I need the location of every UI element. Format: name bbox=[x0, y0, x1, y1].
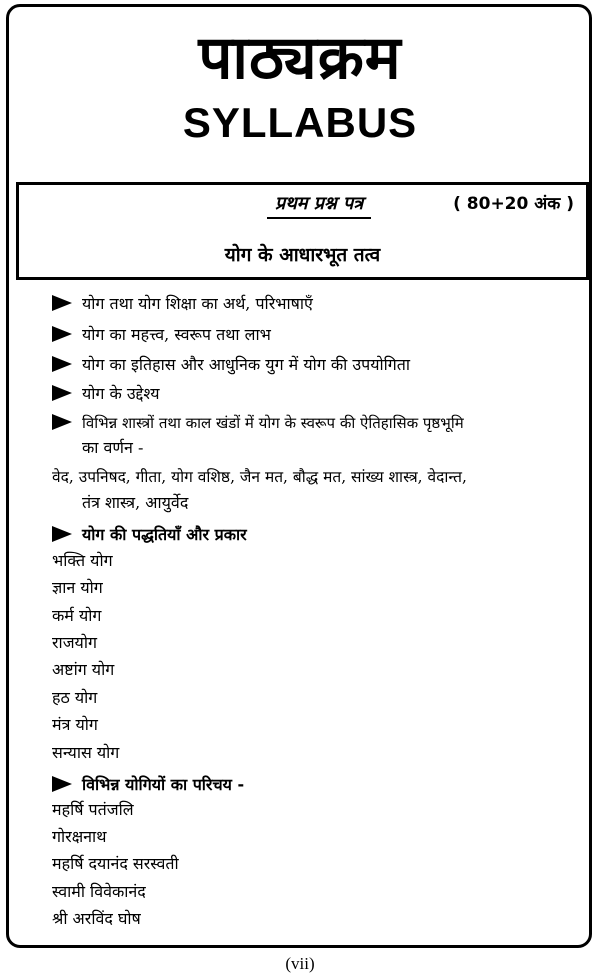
page-number: (vii) bbox=[285, 954, 315, 973]
paper-marks: ( 80+20 अंक ) bbox=[453, 194, 574, 214]
arrow-bullet-icon bbox=[52, 414, 72, 430]
yogis-heading-text: विभिन्न योगियों का परिचय - bbox=[82, 775, 245, 794]
paper-subject: योग के आधारभूत तत्व bbox=[224, 244, 381, 266]
yogis-heading bbox=[52, 774, 244, 796]
list-item: राजयोग bbox=[52, 633, 97, 652]
arrow-bullet-icon bbox=[52, 776, 72, 792]
list-item: अष्टांग योग bbox=[52, 660, 115, 679]
topic-text: विभिन्न शास्त्रों तथा काल खंडों में योग के स्वरूप की ऐतिहासिक पृष्ठभूमि bbox=[82, 414, 464, 432]
list-item: महर्षि दयानंद सरस्वती bbox=[52, 854, 179, 873]
paper-name: प्रथम प्रश्न पत्र bbox=[267, 193, 371, 219]
list-item: हठ योग bbox=[52, 688, 98, 707]
list-item: स्वामी विवेकानंद bbox=[52, 882, 146, 901]
topic-text: योग तथा योग शिक्षा का अर्थ, परिभाषाएँ bbox=[82, 294, 313, 313]
arrow-bullet-icon bbox=[52, 526, 72, 542]
list-item bbox=[52, 324, 271, 346]
list-item bbox=[52, 293, 313, 315]
list-item bbox=[52, 383, 159, 405]
texts-line-2: तंत्र शास्त्र, आयुर्वेद bbox=[82, 493, 189, 512]
methods-heading bbox=[52, 524, 247, 546]
list-item: मंत्र योग bbox=[52, 715, 98, 734]
list-item bbox=[52, 412, 464, 434]
title-english: SYLLABUS bbox=[182, 99, 418, 146]
list-item bbox=[52, 354, 410, 376]
paper-header-box bbox=[16, 182, 589, 280]
arrow-bullet-icon bbox=[52, 295, 72, 311]
list-item: भक्ति योग bbox=[52, 551, 113, 570]
arrow-bullet-icon bbox=[52, 385, 72, 401]
title-hindi: पाठ्यक्रम bbox=[198, 23, 402, 93]
topic-text: योग के उद्देश्य bbox=[82, 384, 160, 403]
methods-heading-text: योग की पद्धतियाँ और प्रकार bbox=[82, 525, 247, 544]
list-item: गोरक्षनाथ bbox=[52, 827, 107, 846]
list-item: कर्म योग bbox=[52, 606, 102, 625]
list-item: ज्ञान योग bbox=[52, 578, 103, 597]
topic-text: योग का महत्त्व, स्वरूप तथा लाभ bbox=[82, 325, 271, 344]
topic-text: योग का इतिहास और आधुनिक युग में योग की उपयोगिता bbox=[82, 355, 411, 374]
texts-line-1: वेद, उपनिषद, गीता, योग वशिष्ठ, जैन मत, बौद्ध मत, सांख्य शास्त्र, वेदान्त, bbox=[52, 468, 467, 486]
topic-continuation: का वर्णन - bbox=[82, 438, 144, 457]
list-item: सन्यास योग bbox=[52, 743, 120, 762]
arrow-bullet-icon bbox=[52, 356, 72, 372]
list-item: श्री अरविंद घोष bbox=[52, 909, 141, 928]
arrow-bullet-icon bbox=[52, 326, 72, 342]
list-item: महर्षि पतंजलि bbox=[52, 800, 134, 819]
